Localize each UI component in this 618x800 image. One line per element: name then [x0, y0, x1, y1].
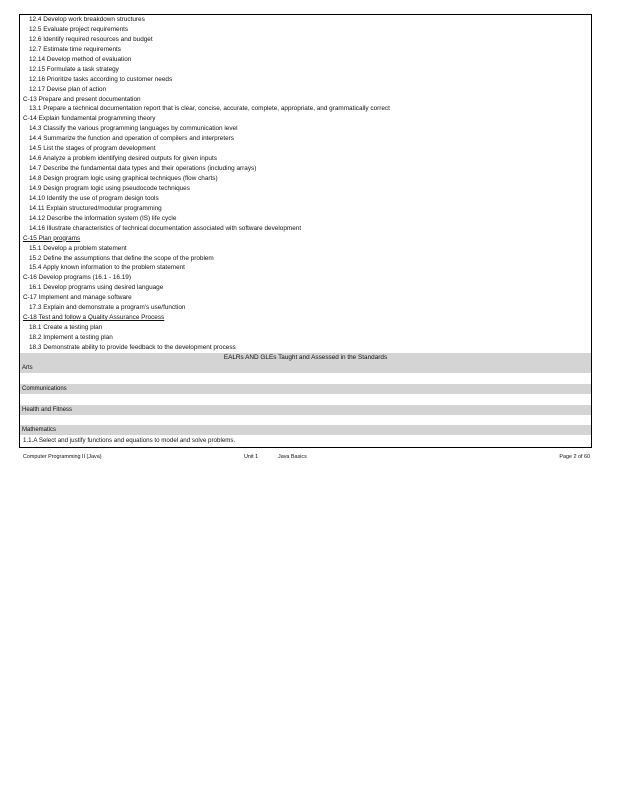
ealrs-category-communications: Communications [20, 384, 591, 394]
competency-task: 14.5 List the stages of program development [29, 145, 156, 153]
competency-heading [20, 313, 591, 323]
competency-task: 14.4 Summarize the function and operation of compilers and interpreters [29, 135, 234, 143]
page-footer [23, 452, 590, 462]
competency-task: 18.2 Implement a testing plan [29, 334, 113, 341]
competency-task: 18.3 Demonstrate ability to provide feedback to the development process [29, 343, 236, 351]
competency-task: 15.2 Define the assumptions that define the scope of the problem [29, 254, 214, 262]
competency-task: 12.4 Develop work breakdown structures [29, 16, 145, 23]
footer-unit-title: Java Basics [278, 454, 307, 460]
competency-list [20, 15, 591, 353]
ealrs-category-arts: Arts [20, 363, 591, 373]
competency-task: 14.3 Classify the various programming languages by communication level [29, 125, 238, 133]
footer-page-number: Page 2 of 60 [559, 454, 590, 460]
competency-task: 12.6 Identify required resources and budget [29, 35, 153, 43]
competency-task: 14.8 Design program logic using graphical techniques (flow charts) [29, 175, 218, 182]
standards-table [19, 14, 592, 448]
competency-task: 15.1 Develop a problem statement [29, 244, 127, 252]
competency-task: 15.4 Apply known information to the problem statement [29, 264, 185, 272]
competency-task: 14.7 Describe the fundamental data types and their operations (including arrays) [29, 165, 257, 173]
competency-task: 12.14 Develop method of evaluation [29, 55, 132, 63]
competency-task: 16.1 Develop programs using desired language [29, 284, 164, 292]
ealrs-category-health: Health and Fitness [20, 405, 591, 415]
competency-task: 12.15 Formulate a task strategy [29, 65, 119, 73]
competency-task: 12.5 Evaluate project requirements [29, 25, 129, 33]
communications-content [20, 394, 591, 405]
competency-heading: C-17 Implement and manage software [23, 294, 132, 302]
competency-heading [20, 234, 591, 244]
arts-content [20, 373, 591, 384]
footer-course: Computer Programming II (Java) [23, 454, 102, 460]
competency-task: 14.6 Analyze a problem identifying desired outputs for given inputs [29, 155, 217, 163]
competency-task: 14.9 Design program logic using pseudocode techniques [29, 184, 190, 192]
competency-task: 12.7 Estimate time requirements [29, 45, 121, 53]
footer-unit: Unit 1 [244, 454, 259, 460]
competency-task: 12.16 Prioritize tasks according to customer needs [29, 75, 173, 83]
competency-task: 14.11 Explain structured/modular programming [29, 204, 162, 212]
competency-task: 14.10 Identify the use of program design tools [29, 194, 159, 202]
competency-heading: C-16 Develop programs (16.1 - 16.19) [23, 274, 131, 282]
competency-task: 14.12 Describe the information system (IS) life cycle [29, 214, 177, 222]
competency-task: 12.17 Devise plan of action [29, 85, 107, 93]
competency-task: 17.3 Explain and demonstrate a program's use/function [29, 304, 186, 312]
ealrs-category-mathematics: Mathematics [20, 425, 591, 435]
competency-task: 14.16 Illustrate characteristics of technical documentation associated with software development [29, 224, 302, 232]
math-standard-item: 1.1.A Select and justify functions and equations to model and solve problems. [23, 436, 236, 444]
competency-heading-text: C-15 Plan programs [23, 234, 81, 242]
competency-heading-text: C-18 Test and follow a Quality Assurance Process [23, 314, 165, 322]
ealrs-header: EALRs AND GLEs Taught and Assessed in the Standards [20, 353, 591, 363]
competency-task: 18.1 Create a testing plan [29, 324, 103, 332]
health-content [20, 415, 591, 425]
competency-heading: C-13 Prepare and present documentation [23, 95, 141, 103]
competency-task: 13.1 Prepare a technical documentation report that is clear, concise, accurate, complete, appropriate, and grammatically correct [29, 105, 390, 113]
competency-heading: C-14 Explain fundamental programming theory [23, 115, 156, 123]
